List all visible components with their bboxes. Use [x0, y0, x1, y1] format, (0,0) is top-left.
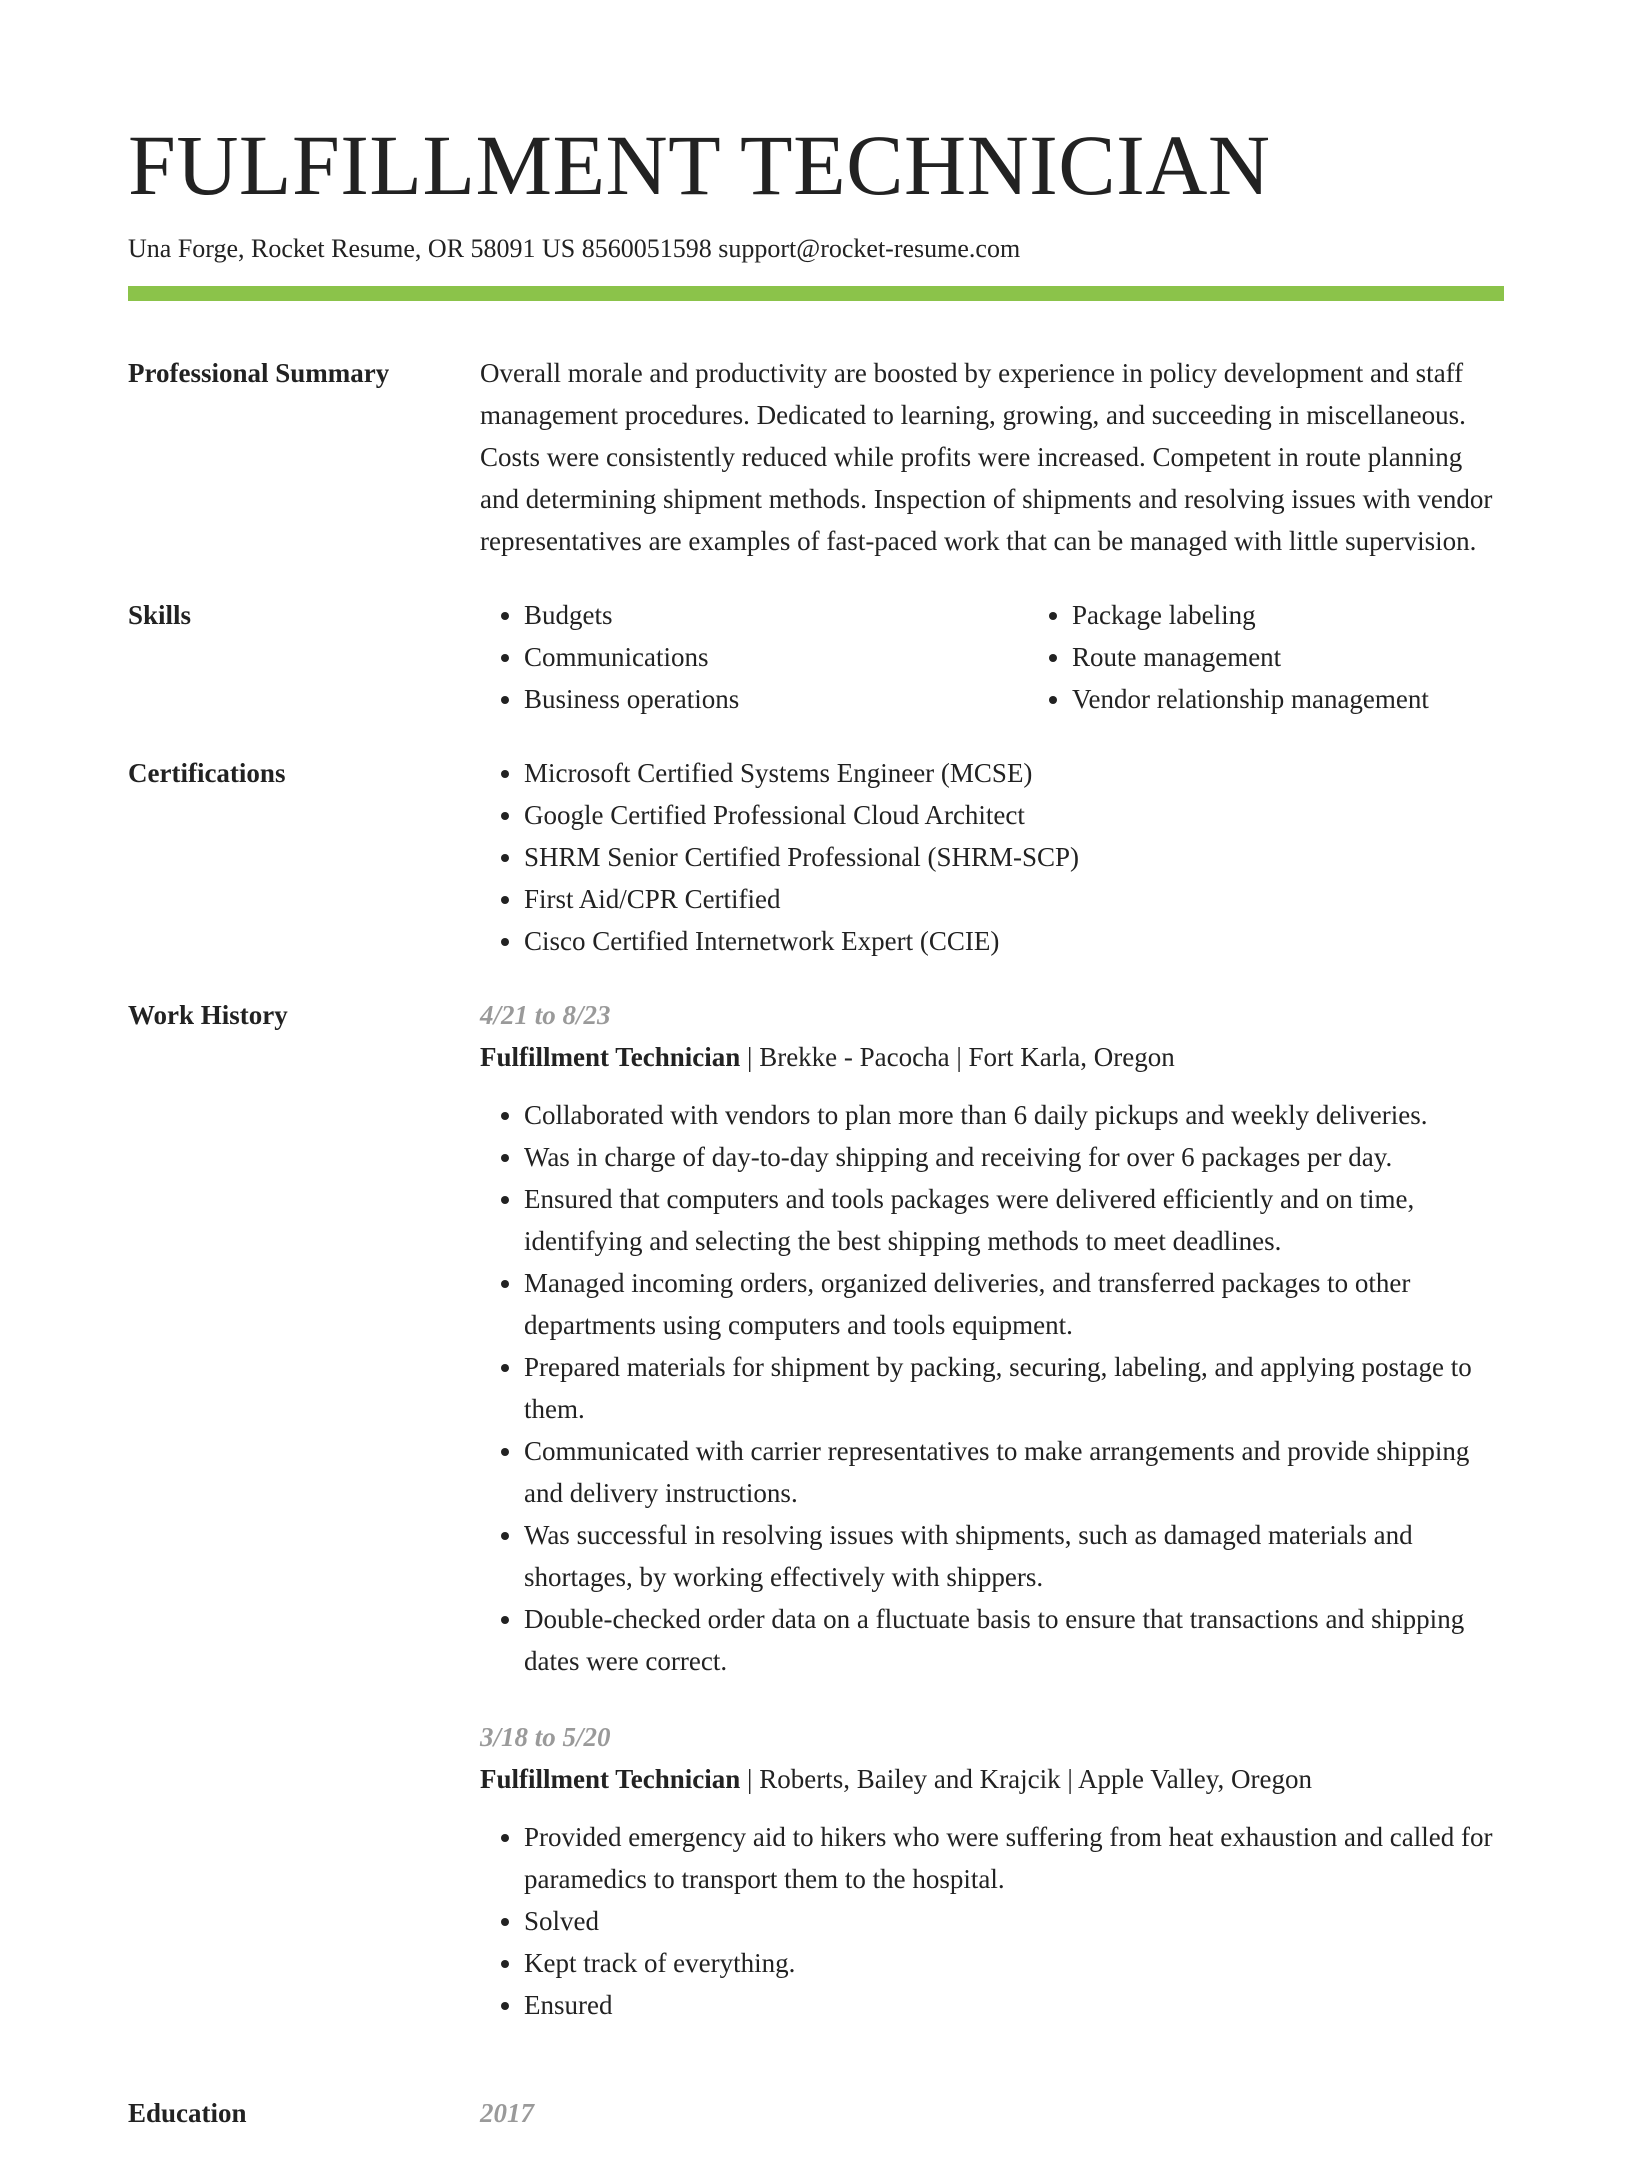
duty-item: • Ensured that computers and tools packages were delivered efficiently and on time, identifying and selecting the best shipping methods to meet deadlines.: [524, 1178, 1504, 1262]
header-divider: [128, 286, 1504, 301]
section-label: Professional Summary: [128, 358, 390, 388]
duty-item: • Prepared materials for shipment by packing, securing, labeling, and applying postage to them.: [524, 1346, 1504, 1430]
job-details: | Brekke - Pacocha | Fort Karla, Oregon: [740, 1042, 1175, 1072]
education-section: [128, 2092, 1504, 2134]
job-heading: [480, 1036, 1504, 1078]
job-title: Fulfillment Technician: [480, 1042, 741, 1072]
certification-item: • Cisco Certified Internetwork Expert (CCIE): [524, 920, 1504, 962]
skills-section: [128, 594, 1504, 720]
job-dates: 3/18 to 5/20: [480, 1722, 611, 1752]
work-history-section: [128, 994, 1504, 2060]
certifications-section: [128, 752, 1504, 962]
job-title: Fulfillment Technician: [480, 1764, 741, 1794]
resume-sections: [128, 352, 1504, 2166]
education-date: 2017: [480, 2098, 534, 2128]
job-duties: [480, 1816, 1504, 2026]
skill-item: • Communications: [524, 636, 1028, 678]
duty-item: • Managed incoming orders, organized deliveries, and transferred packages to other departments using computers and tools equipment.: [524, 1262, 1504, 1346]
duty-item: • Provided emergency aid to hikers who were suffering from heat exhaustion and called for paramedics to transport them to the hospital.: [524, 1816, 1504, 1900]
skill-item: • Route management: [1072, 636, 1576, 678]
skill-item: • Package labeling: [1072, 594, 1576, 636]
certification-item: • Google Certified Professional Cloud Architect: [524, 794, 1504, 836]
duty-item: • Double-checked order data on a fluctuate basis to ensure that transactions and shipping dates were correct.: [524, 1598, 1504, 1682]
certification-item: • Microsoft Certified Systems Engineer (MCSE): [524, 752, 1504, 794]
job-heading: [480, 1758, 1504, 1800]
duty-item: • Was successful in resolving issues with shipments, such as damaged materials and shortages, by working effectively with shippers.: [524, 1514, 1504, 1598]
skills-column: [480, 594, 1028, 720]
job-entry: [480, 1716, 1504, 2026]
job-details: | Roberts, Bailey and Krajcik | Apple Valley, Oregon: [740, 1764, 1312, 1794]
section-label: Certifications: [128, 758, 286, 788]
skill-item: • Vendor relationship management: [1072, 678, 1576, 720]
section-label: Education: [128, 2098, 247, 2128]
section-label: Skills: [128, 600, 192, 630]
certification-item: • First Aid/CPR Certified: [524, 878, 1504, 920]
duty-item: • Solved: [524, 1900, 1504, 1942]
duty-item: • Communicated with carrier representatives to make arrangements and provide shipping and delivery instructions.: [524, 1430, 1504, 1514]
duty-item: • Collaborated with vendors to plan more than 6 daily pickups and weekly deliveries.: [524, 1094, 1504, 1136]
resume-title: FULFILLMENT TECHNICIAN: [128, 117, 1271, 213]
duty-item: • Ensured: [524, 1984, 1504, 2026]
certification-item: • SHRM Senior Certified Professional (SHRM-SCP): [524, 836, 1504, 878]
certifications-list: [480, 752, 1504, 962]
summary-text: Overall morale and productivity are boosted by experience in policy development and staff management procedures. Dedicated to learning, growing, and succeeding in miscellaneous. Costs were consistently reduced while profits were increased. Competent in route planning and determining shipment methods. Inspection of shipments and resolving issues with vendor representatives are examples of fast-paced work that can be managed with little supervision.: [480, 358, 1493, 556]
skills-column: [1028, 594, 1576, 720]
job-duties: [480, 1094, 1504, 1682]
summary-section: [128, 352, 1504, 562]
duty-item: • Kept track of everything.: [524, 1942, 1504, 1984]
job-entry: [480, 994, 1504, 1682]
section-label: Work History: [128, 1000, 288, 1030]
duty-item: • Was in charge of day-to-day shipping and receiving for over 6 packages per day.: [524, 1136, 1504, 1178]
skill-item: • Budgets: [524, 594, 1028, 636]
skill-item: • Business operations: [524, 678, 1028, 720]
contact-line: Una Forge, Rocket Resume, OR 58091 US 8560051598 support@rocket-resume.com: [128, 234, 1021, 263]
job-dates: 4/21 to 8/23: [480, 1000, 611, 1030]
